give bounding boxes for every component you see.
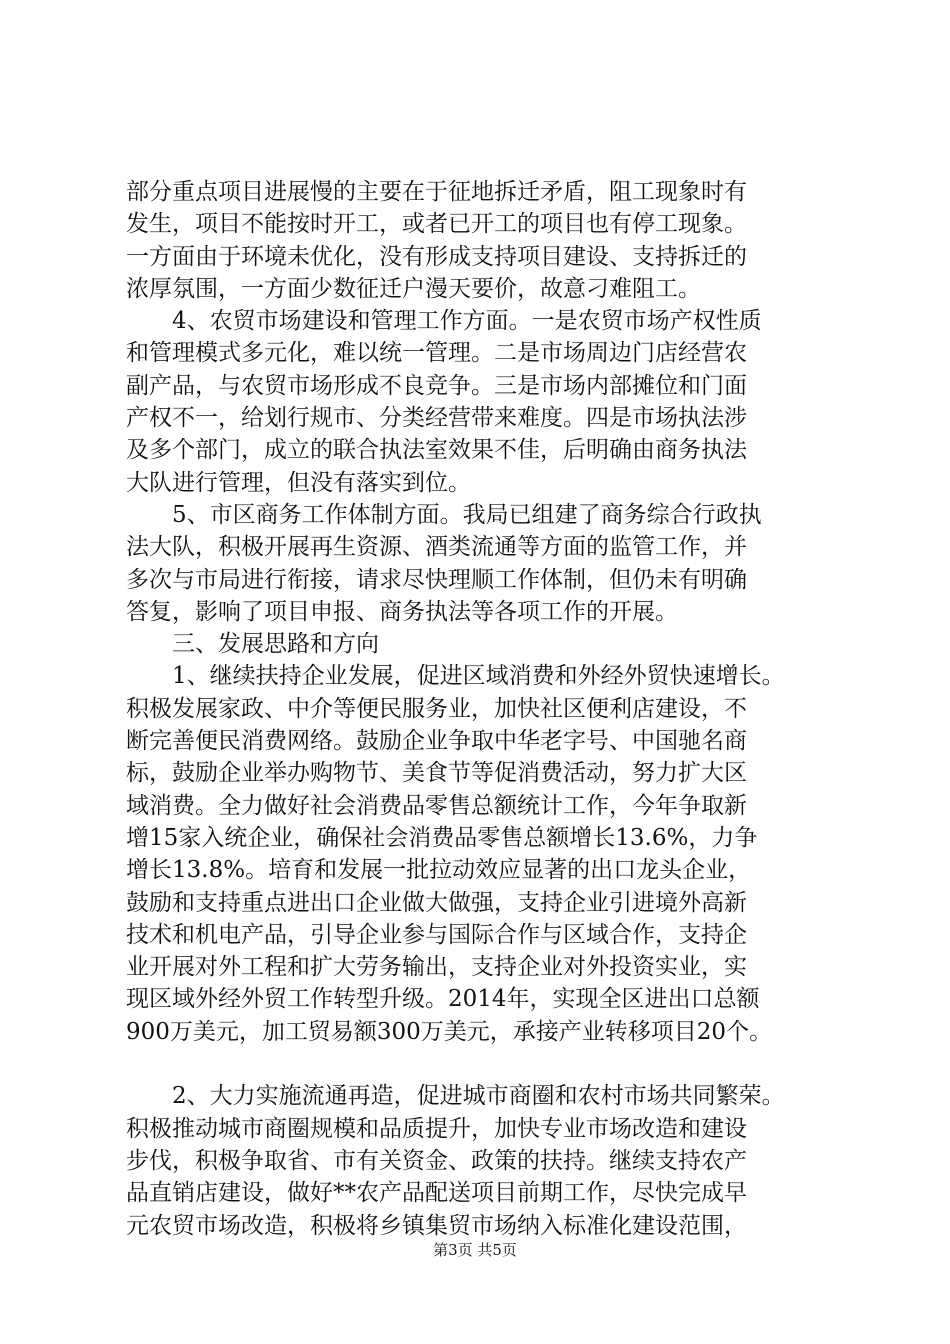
text-line: 副产品，与农贸市场形成不良竞争。三是市场内部摊位和门面 (126, 372, 747, 399)
text-line: 标，鼓励企业举办购物节、美食节等促消费活动，努力扩大区 (126, 760, 747, 787)
text-line: 三、发展思路和方向 (126, 631, 379, 658)
text-line: 和管理模式多元化，难以统一管理。二是市场周边门店经营农 (126, 340, 747, 367)
text-line: 1、继续扶持企业发展，促进区域消费和外经外贸快速增长。 (126, 663, 785, 690)
paragraph-gap (126, 1048, 846, 1080)
text-line: 一方面由于环境未优化，没有形成支持项目建设、支持拆迁的 (126, 243, 747, 270)
text-line: 断完善便民消费网络。鼓励企业争取中华老字号、中国驰名商 (126, 728, 747, 755)
text-line: 5、市区商务工作体制方面。我局已组建了商务综合行政执 (126, 501, 762, 528)
text-line: 积极推动城市商圈规模和品质提升，加快专业市场改造和建设 (126, 1115, 747, 1142)
text-line: 增15家入统企业，确保社会消费品零售总额增长13.6%，力争 (126, 824, 758, 851)
text-line: 增长13.8%。培育和发展一批拉动效应显著的出口龙头企业， (126, 857, 752, 884)
text-line: 域消费。全力做好社会消费品零售总额统计工作，今年争取新 (126, 792, 747, 819)
text-line: 现区域外经外贸工作转型升级。2014年，实现全区进出口总额 (126, 986, 760, 1013)
text-line: 法大队，积极开展再生资源、酒类流通等方面的监管工作，并 (126, 534, 747, 561)
text-line: 产权不一，给划行规市、分类经营带来难度。四是市场执法涉 (126, 405, 747, 432)
text-line: 发生，项目不能按时开工，或者已开工的项目也有停工现象。 (126, 211, 747, 238)
text-line: 及多个部门，成立的联合执法室效果不佳，后明确由商务执法 (126, 437, 747, 464)
text-line: 积极发展家政、中介等便民服务业，加快社区便利店建设，不 (126, 695, 747, 722)
text-line: 品直销店建设，做好**农产品配送项目前期工作，尽快完成早 (126, 1180, 747, 1207)
text-line: 技术和机电产品，引导企业参与国际合作与区域合作，支持企 (126, 921, 747, 948)
text-line: 浓厚氛围，一方面少数征迁户漫天要价，故意刁难阻工。 (126, 275, 701, 302)
text-line: 元农贸市场改造，积极将乡镇集贸市场纳入标准化建设范围， (126, 1212, 747, 1239)
text-line: 2、大力实施流通再造，促进城市商圈和农村市场共同繁荣。 (126, 1083, 785, 1110)
text-line: 900万美元，加工贸易额300万美元，承接产业转移项目20个。 (126, 1018, 773, 1045)
text-line: 答复，影响了项目申报、商务执法等各项工作的开展。 (126, 598, 678, 625)
page-footer: 第3页 共5页 (433, 1241, 517, 1259)
text-line: 4、农贸市场建设和管理工作方面。一是农贸市场产权性质 (126, 308, 762, 335)
text-line: 步伐，积极争取省、市有关资金、政策的扶持。继续支持农产 (126, 1147, 747, 1174)
text-line: 大队进行管理，但没有落实到位。 (126, 469, 471, 496)
text-line: 鼓励和支持重点进出口企业做大做强，支持企业引进境外高新 (126, 889, 747, 916)
text-line: 部分重点项目进展慢的主要在于征地拆迁矛盾，阻工现象时有 (126, 179, 747, 205)
text-line: 多次与市局进行衔接，请求尽快理顺工作体制，但仍未有明确 (126, 566, 747, 593)
text-line: 业开展对外工程和扩大劳务输出，支持企业对外投资实业，实 (126, 954, 747, 981)
body-text (126, 176, 846, 1242)
